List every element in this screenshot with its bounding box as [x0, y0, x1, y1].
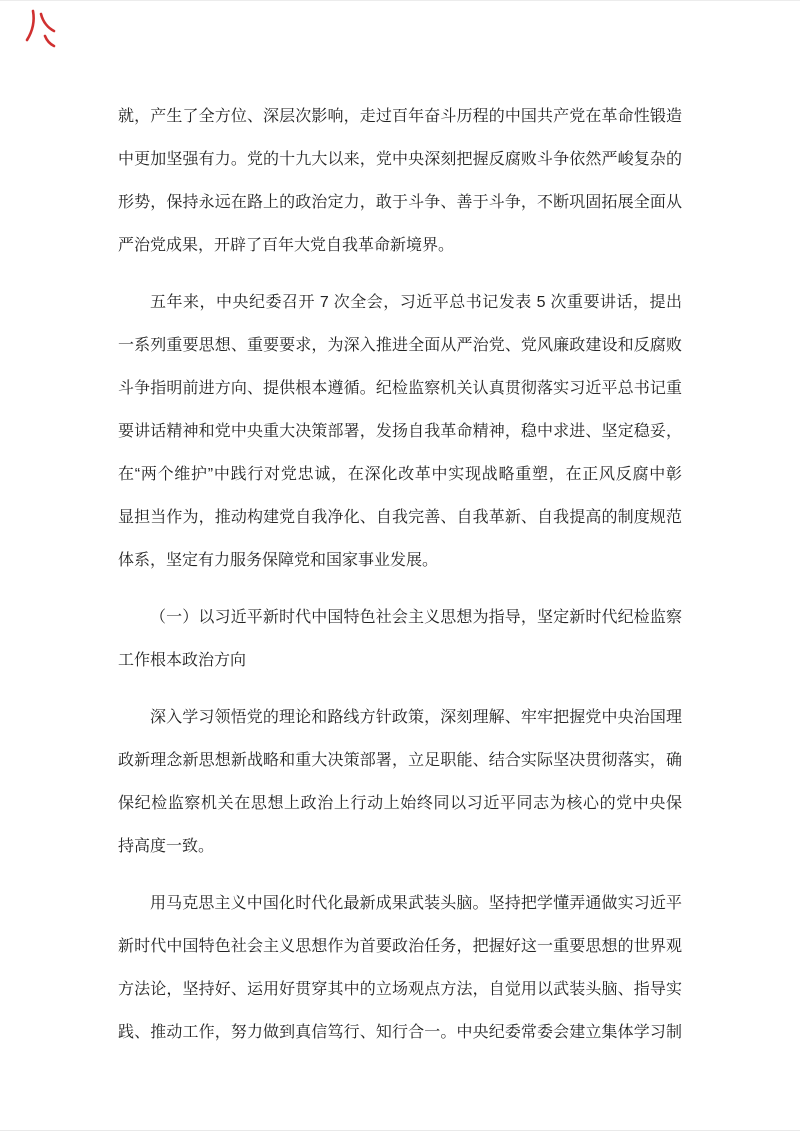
text-line: 五年来，中央纪委召开 7 次全会，习近平总书记发表 5 次重要讲话，提出: [150, 294, 682, 311]
red-pen-annotation-icon: [24, 8, 58, 50]
text-line: 就，产生了全方位、深层次影响，走过百年奋斗历程的中国共产党在革命性锻造: [118, 108, 682, 125]
text-line: 中更加坚强有力。党的十九大以来，党中央深刻把握反腐败斗争依然严峻复杂的: [118, 151, 682, 168]
text-line: 显担当作为，推动构建党自我净化、自我完善、自我革新、自我提高的制度规范: [118, 509, 682, 526]
heading-line: 工作根本政治方向: [118, 652, 247, 669]
text-line: 新时代中国特色社会主义思想作为首要政治任务，把握好这一重要思想的世界观: [118, 938, 682, 955]
text-line: 践、推动工作，努力做到真信笃行、知行合一。中央纪委常委会建立集体学习制: [118, 1024, 682, 1041]
text-line: 一系列重要思想、重要要求，为深入推进全面从严治党、党风廉政建设和反腐败: [118, 337, 682, 354]
text-line: 斗争指明前进方向、提供根本遵循。纪检监察机关认真贯彻落实习近平总书记重: [118, 380, 682, 397]
body-paragraph: [118, 882, 682, 1054]
section-heading: [118, 596, 682, 682]
text-line: 持高度一致。: [118, 838, 215, 855]
text-line: 方法论，坚持好、运用好贯穿其中的立场观点方法，自觉用以武装头脑、指导实: [118, 981, 682, 998]
body-paragraph: [118, 696, 682, 868]
text-line: 政新理念新思想新战略和重大决策部署，立足职能、结合实际坚决贯彻落实，确: [118, 752, 682, 769]
heading-line: （一）以习近平新时代中国特色社会主义思想为指导，坚定新时代纪检监察: [150, 609, 682, 626]
document-body: [118, 95, 682, 1068]
text-line: 用马克思主义中国化时代化最新成果武装头脑。坚持把学懂弄通做实习近平: [150, 895, 682, 912]
text-line: 要讲话精神和党中央重大决策部署，发扬自我革命精神，稳中求进、坚定稳妥，: [118, 423, 682, 440]
text-line: 体系，坚定有力服务保障党和国家事业发展。: [118, 552, 439, 569]
text-line: 在“两个维护”中践行对党忠诚，在深化改革中实现战略重塑，在正风反腐中彰: [118, 466, 682, 483]
body-paragraph: [118, 95, 682, 267]
body-paragraph: [118, 281, 682, 582]
text-line: 形势，保持永远在路上的政治定力，敢于斗争、善于斗争，不断巩固拓展全面从: [118, 194, 682, 211]
text-line: 深入学习领悟党的理论和路线方针政策，深刻理解、牢牢把握党中央治国理: [150, 709, 682, 726]
text-line: 严治党成果，开辟了百年大党自我革命新境界。: [118, 237, 455, 254]
text-line: 保纪检监察机关在思想上政治上行动上始终同以习近平同志为核心的党中央保: [118, 795, 682, 812]
